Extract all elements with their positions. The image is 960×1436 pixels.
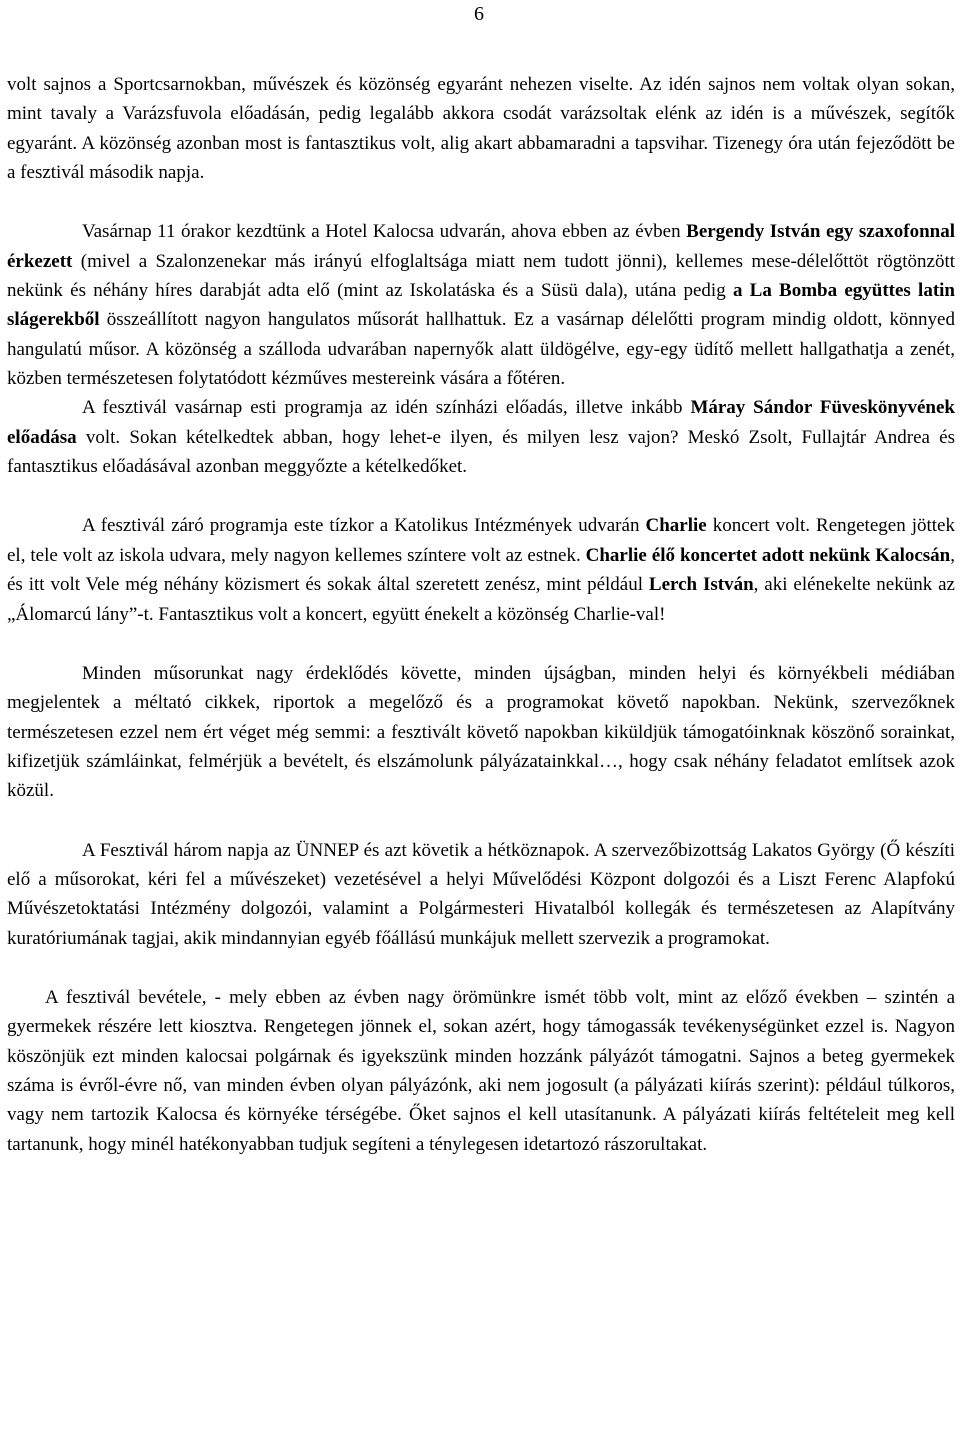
paragraph-text: A fesztivál vasárnap esti programja az idén színházi előadás, illetve inkább [82, 397, 691, 419]
paragraph-7 [7, 983, 955, 1159]
bold-text: Bergendy István egy szaxofonnal érkezett [7, 221, 955, 272]
bold-text: a La Bomba együttes latin slágerekből [7, 280, 955, 331]
paragraph-text: A fesztivál bevétele, - mely ebben az évben nagy örömünkre ismét több volt, mint az előző években – szintén a gyermekek részére lett kiosztva. Rengetegen jönnek el, sokan azért, hogy támogassák tevékenységünket ezzel is. Nagyon köszönjük ezt minden kalocsai polgárnak és igyekszünk minden hozzánk pályázót támogatni. Sajnos a beteg gyermekek száma is évről-évre nő, van minden évben olyan pályázónk, aki nem jogosult (a pályázati kiírás szerint): például túlkoros, vagy nem tartozik Kalocsa és környéke térségébe. Őket sajnos el kell utasítanunk. A pályázati kiírás feltételeit meg kell tartanunk, hogy minél hatékonyabban tudjuk segíteni a ténylegesen idetartozó rászorultakat. [7, 986, 955, 1155]
bold-text: Charlie élő koncertet adott nekünk Kalocsán [585, 544, 951, 566]
bold-text: Charlie [645, 515, 707, 537]
paragraph-1 [7, 70, 955, 187]
paragraph-text: összeállított nagyon hangulatos műsorát hallhattuk. Ez a vasárnap délelőtti program mindig oldott, könnyed hangulatú műsor. A közönség a szálloda udvarában napernyők alatt üldögélve, egy-egy üdítő mellett hallgathatja a zenét, közben természetesen folytatódott kézműves mestereink vására a főtéren. [7, 309, 955, 390]
paragraph-text: Minden műsorunkat nagy érdeklődés követte, minden újságban, minden helyi és környékbeli médiában megjelentek a méltató cikkek, riportok a megelőző és a programokat követő napokban. Nekünk, szervezőknek természetesen ezzel nem ért véget még semmi: a fesztivált követő napokban kiküldjük támogatóinknak köszönő sorainkat, kifizetjük számláinkat, felmérjük a bevételt, és elszámolunk pályázatainkkal…, hogy csak néhány feladatot említsek azok közül. [7, 662, 955, 802]
bold-text: Lerch István [648, 574, 754, 596]
document-body [7, 70, 955, 1159]
paragraph-text: volt sajnos a Sportcsarnokban, művészek és közönség egyaránt nehezen viselte. Az idén sajnos nem voltak olyan sokan, mint tavaly a Varázsfuvola előadásán, pedig legalább akkora csodát varázsoltak elénk az idén is a művészek, segítők egyaránt. A közönség azonban most is fantasztikus volt, alig akart abbamaradni a tapsvihar. Tizenegy óra után fejeződött be a fesztivál második napja. [7, 74, 955, 184]
page-number: 6 [474, 3, 484, 25]
paragraph-text: A Fesztivál három napja az ÜNNEP és azt követik a hétköznapok. A szervezőbizottság Lakatos György (Ő készíti elő a műsorokat, kéri fel a művészeket) vezetésével a helyi Művelődési Központ dolgozói és a Liszt Ferenc Alapfokú Művészetoktatási Intézmény dolgozói, valamint a Polgármesteri Hivatalból kollegák és természetesen az Alapítvány kuratóriumának tagjai, akik mindannyian egyéb főállású munkájuk mellett szervezik a programokat. [7, 839, 955, 949]
paragraph-2 [7, 217, 955, 393]
paragraph-3 [7, 393, 955, 481]
bold-text: Máray Sándor Füveskönyvének előadása [7, 397, 955, 448]
paragraph-text: , aki elénekelte nekünk az „Álomarcú lány”-t. Fantasztikus volt a koncert, együtt énekelt a közönség Charlie-val! [7, 574, 955, 625]
paragraph-4 [7, 511, 955, 628]
paragraph-5 [7, 659, 955, 806]
paragraph-text: A fesztivál záró programja este tízkor a Katolikus Intézmények udvarán [82, 515, 646, 537]
paragraph-text: Vasárnap 11 órakor kezdtünk a Hotel Kalocsa udvarán, ahova ebben az évben [82, 221, 687, 243]
paragraph-6 [7, 836, 955, 953]
paragraph-text: , és itt volt Vele még néhány közismert és sokak által szeretett zenész, mint például [7, 544, 955, 596]
paragraph-text: volt. Sokan kételkedtek abban, hogy lehet-e ilyen, és milyen lesz vajon? Meskó Zsolt, Fullajtár Andrea és fantasztikus előadásával azonban meggyőzte a kételkedőket. [7, 426, 955, 478]
paragraph-text: (mivel a Szalonzenekar más irányú elfoglaltsága miatt nem tudott jönni), kellemes mese-délelőttöt rögtönzött nekünk és néhány híres darabját adta elő (mint az Iskolatáska és a Süsü dala), utána pedig [7, 250, 955, 302]
paragraph-text: koncert volt. Rengetegen jöttek el, tele volt az iskola udvara, mely nagyon kellemes színtere volt az estnek. [7, 515, 955, 566]
